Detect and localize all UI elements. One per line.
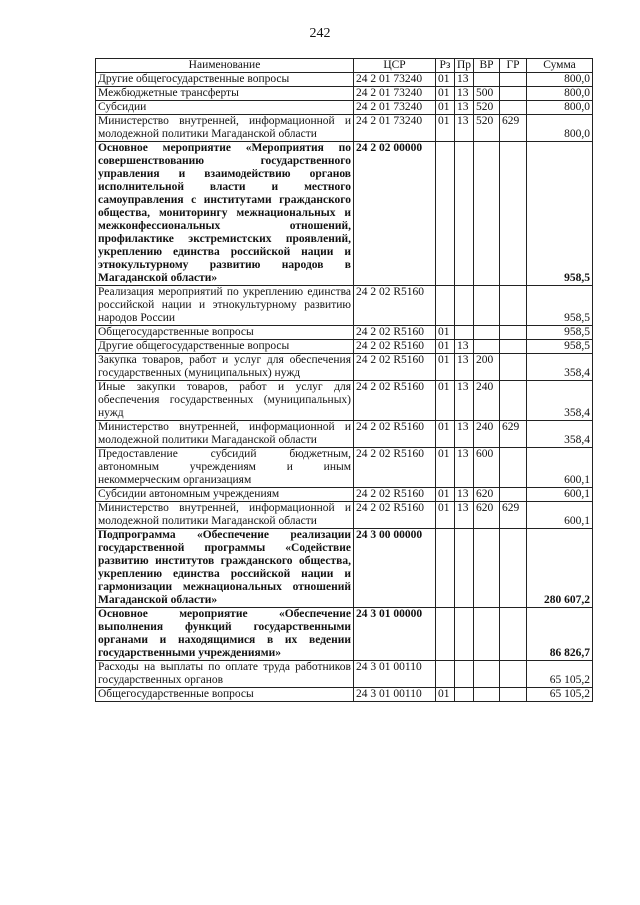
cell-pr: 13: [455, 421, 474, 448]
cell-rz: [436, 142, 455, 286]
cell-pr: 13: [455, 502, 474, 529]
cell-vr: 620: [474, 502, 500, 529]
header-sum: Сумма: [527, 59, 593, 73]
cell-pr: 13: [455, 354, 474, 381]
page-number: 242: [309, 26, 331, 41]
cell-gr: [500, 87, 527, 101]
cell-gr: [500, 608, 527, 661]
cell-csr: 24 3 01 00000: [354, 608, 436, 661]
cell-rz: 01: [436, 354, 455, 381]
table-row: [96, 608, 593, 661]
cell-sum: 358,4: [527, 381, 593, 421]
cell-vr: 520: [474, 101, 500, 115]
cell-rz: 01: [436, 381, 455, 421]
cell-pr: 13: [455, 101, 474, 115]
cell-name: Общегосударственные вопросы: [96, 688, 354, 702]
cell-sum: 800,0: [527, 87, 593, 101]
cell-pr: 13: [455, 381, 474, 421]
cell-vr: [474, 529, 500, 608]
cell-csr: 24 2 02 R5160: [354, 340, 436, 354]
cell-rz: 01: [436, 688, 455, 702]
cell-csr: 24 2 02 R5160: [354, 421, 436, 448]
cell-rz: 01: [436, 101, 455, 115]
cell-name: Иные закупки товаров, работ и услуг для обеспечения государственных (муниципальных) нужд: [96, 381, 354, 421]
cell-gr: [500, 340, 527, 354]
cell-rz: [436, 608, 455, 661]
cell-rz: 01: [436, 421, 455, 448]
cell-gr: [500, 73, 527, 87]
cell-sum: 958,5: [527, 286, 593, 326]
table-row: [96, 502, 593, 529]
cell-vr: [474, 661, 500, 688]
cell-name: Министерство внутренней, информационной и молодежной политики Магаданской области: [96, 115, 354, 142]
cell-gr: [500, 101, 527, 115]
cell-gr: 629: [500, 115, 527, 142]
cell-name: Основное мероприятие «Обеспечение выполнения функций государственными органами и находящимися в их ведении государственными учреждениями»: [96, 608, 354, 661]
header-rz: Рз: [436, 59, 455, 73]
cell-sum: 600,1: [527, 448, 593, 488]
cell-csr: 24 2 02 00000: [354, 142, 436, 286]
cell-name: Расходы на выплаты по оплате труда работников государственных органов: [96, 661, 354, 688]
cell-csr: 24 2 01 73240: [354, 73, 436, 87]
cell-csr: 24 2 02 R5160: [354, 502, 436, 529]
table-row: [96, 448, 593, 488]
table-row: [96, 101, 593, 115]
cell-gr: [500, 142, 527, 286]
cell-csr: 24 2 02 R5160: [354, 448, 436, 488]
cell-pr: [455, 142, 474, 286]
cell-name: Межбюджетные трансферты: [96, 87, 354, 101]
cell-name: Предоставление субсидий бюджетным, автономным учреждениям и иным некоммерческим организациям: [96, 448, 354, 488]
budget-table: [95, 58, 593, 702]
cell-vr: 240: [474, 421, 500, 448]
cell-pr: [455, 529, 474, 608]
cell-pr: [455, 661, 474, 688]
header-name: Наименование: [96, 59, 354, 73]
cell-sum: 800,0: [527, 101, 593, 115]
cell-vr: 200: [474, 354, 500, 381]
cell-csr: 24 2 01 73240: [354, 101, 436, 115]
cell-rz: 01: [436, 488, 455, 502]
cell-sum: 958,5: [527, 340, 593, 354]
cell-vr: 240: [474, 381, 500, 421]
cell-sum: 358,4: [527, 421, 593, 448]
cell-vr: [474, 608, 500, 661]
cell-name: Общегосударственные вопросы: [96, 326, 354, 340]
cell-vr: [474, 286, 500, 326]
table-row: [96, 488, 593, 502]
cell-gr: [500, 488, 527, 502]
cell-sum: 600,1: [527, 502, 593, 529]
cell-pr: 13: [455, 87, 474, 101]
cell-sum: 958,5: [527, 142, 593, 286]
cell-vr: 600: [474, 448, 500, 488]
cell-sum: 65 105,2: [527, 661, 593, 688]
cell-rz: 01: [436, 115, 455, 142]
cell-gr: [500, 354, 527, 381]
cell-csr: 24 3 00 00000: [354, 529, 436, 608]
cell-pr: 13: [455, 73, 474, 87]
cell-sum: 600,1: [527, 488, 593, 502]
table-row: [96, 421, 593, 448]
cell-name: Субсидии: [96, 101, 354, 115]
cell-csr: 24 2 02 R5160: [354, 488, 436, 502]
cell-gr: [500, 661, 527, 688]
table-row: [96, 688, 593, 702]
cell-csr: 24 3 01 00110: [354, 661, 436, 688]
cell-name: Другие общегосударственные вопросы: [96, 73, 354, 87]
header-csr: ЦСР: [354, 59, 436, 73]
cell-vr: 520: [474, 115, 500, 142]
cell-csr: 24 2 02 R5160: [354, 354, 436, 381]
cell-gr: [500, 448, 527, 488]
cell-csr: 24 3 01 00110: [354, 688, 436, 702]
cell-sum: 86 826,7: [527, 608, 593, 661]
cell-name: Реализация мероприятий по укреплению единства российской нации и этнокультурному развитию народов России: [96, 286, 354, 326]
cell-sum: 958,5: [527, 326, 593, 340]
cell-pr: [455, 608, 474, 661]
cell-csr: 24 2 02 R5160: [354, 326, 436, 340]
cell-sum: 800,0: [527, 115, 593, 142]
cell-gr: 629: [500, 502, 527, 529]
table-row: [96, 354, 593, 381]
cell-csr: 24 2 02 R5160: [354, 286, 436, 326]
cell-rz: 01: [436, 502, 455, 529]
cell-pr: 13: [455, 115, 474, 142]
cell-vr: [474, 326, 500, 340]
cell-rz: 01: [436, 73, 455, 87]
cell-pr: [455, 286, 474, 326]
table-header-row: [96, 59, 593, 73]
cell-pr: 13: [455, 488, 474, 502]
cell-vr: [474, 688, 500, 702]
cell-name: Закупка товаров, работ и услуг для обеспечения государственных (муниципальных) нужд: [96, 354, 354, 381]
table-row: [96, 381, 593, 421]
cell-gr: [500, 381, 527, 421]
cell-pr: [455, 688, 474, 702]
cell-vr: [474, 340, 500, 354]
table-row: [96, 326, 593, 340]
cell-vr: 500: [474, 87, 500, 101]
cell-pr: 13: [455, 340, 474, 354]
cell-gr: 629: [500, 421, 527, 448]
cell-gr: [500, 326, 527, 340]
cell-rz: 01: [436, 326, 455, 340]
table-row: [96, 115, 593, 142]
cell-gr: [500, 286, 527, 326]
cell-sum: 65 105,2: [527, 688, 593, 702]
header-gr: ГР: [500, 59, 527, 73]
cell-vr: 620: [474, 488, 500, 502]
table-row: [96, 142, 593, 286]
cell-rz: 01: [436, 448, 455, 488]
cell-name: Субсидии автономным учреждениям: [96, 488, 354, 502]
cell-csr: 24 2 01 73240: [354, 115, 436, 142]
cell-rz: [436, 529, 455, 608]
table-row: [96, 661, 593, 688]
cell-rz: [436, 661, 455, 688]
cell-pr: [455, 326, 474, 340]
cell-rz: [436, 286, 455, 326]
cell-pr: 13: [455, 448, 474, 488]
header-vr: ВР: [474, 59, 500, 73]
table-row: [96, 73, 593, 87]
cell-csr: 24 2 01 73240: [354, 87, 436, 101]
cell-name: Министерство внутренней, информационной и молодежной политики Магаданской области: [96, 421, 354, 448]
table-row: [96, 87, 593, 101]
cell-sum: 358,4: [527, 354, 593, 381]
cell-name: Другие общегосударственные вопросы: [96, 340, 354, 354]
cell-vr: [474, 142, 500, 286]
cell-vr: [474, 73, 500, 87]
cell-rz: 01: [436, 87, 455, 101]
cell-rz: 01: [436, 340, 455, 354]
cell-sum: 800,0: [527, 73, 593, 87]
cell-name: Министерство внутренней, информационной и молодежной политики Магаданской области: [96, 502, 354, 529]
cell-sum: 280 607,2: [527, 529, 593, 608]
cell-csr: 24 2 02 R5160: [354, 381, 436, 421]
table-row: [96, 340, 593, 354]
table-row: [96, 529, 593, 608]
cell-gr: [500, 529, 527, 608]
cell-name: Основное мероприятие «Мероприятия по совершенствованию государственного управления и взаимодействию органов исполнительной власти и местного самоуправления с институтами гражданского общества, мониторингу межнациональных и межконфессиональных отношений, профилактике экстремистских проявлений, укреплению единства российской нации и этнокультурному развитию народов в Магаданской области»: [96, 142, 354, 286]
header-pr: Пр: [455, 59, 474, 73]
table-row: [96, 286, 593, 326]
cell-gr: [500, 688, 527, 702]
cell-name: Подпрограмма «Обеспечение реализации государственной программы «Содействие развитию институтов гражданского общества, укреплению единства российской нации и гармонизации межнациональных отношений Магаданской области»: [96, 529, 354, 608]
